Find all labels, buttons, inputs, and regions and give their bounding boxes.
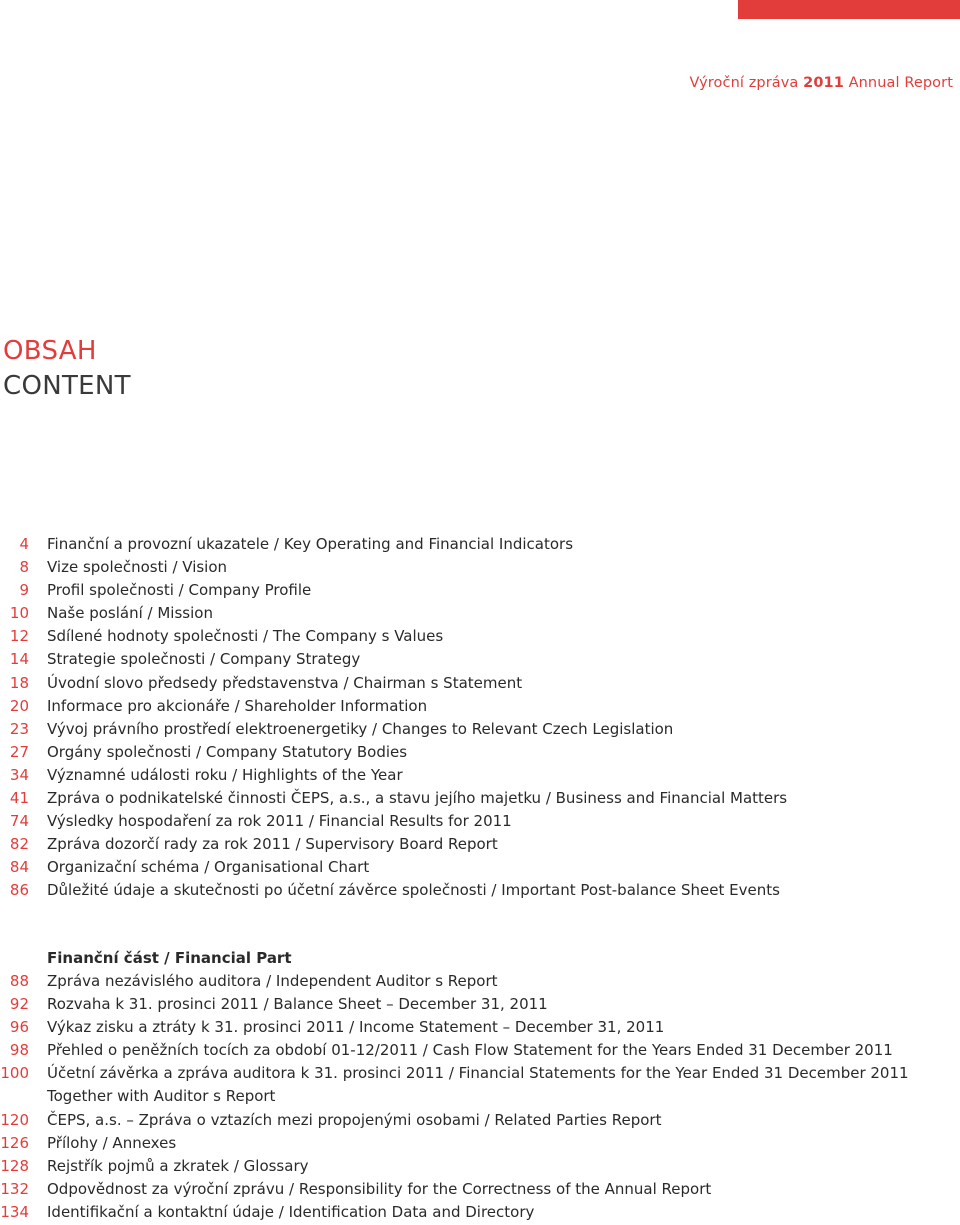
toc-page-number: 126 xyxy=(0,1133,29,1152)
toc-page-number: 18 xyxy=(9,673,29,692)
toc-entry-title: Profil společnosti / Company Profile xyxy=(47,581,312,600)
toc-entry-title: Vývoj právního prostředí elektroenergetiky / Changes to Relevant Czech Legislation xyxy=(47,719,674,738)
running-header-prefix: Výroční zpráva xyxy=(689,75,804,91)
toc-page-number: 92 xyxy=(9,995,29,1014)
toc-entry[interactable] xyxy=(0,764,960,787)
toc-entry[interactable] xyxy=(0,695,960,718)
toc-entry[interactable] xyxy=(0,833,960,856)
toc-entry-title: Výsledky hospodaření za rok 2011 / Financial Results for 2011 xyxy=(47,812,512,831)
toc-entry-title: Vize společnosti / Vision xyxy=(47,558,228,577)
toc-entry[interactable] xyxy=(0,1039,960,1062)
toc-financial-list xyxy=(0,970,960,1224)
toc-main-list xyxy=(0,533,960,903)
toc-entry[interactable] xyxy=(0,1062,960,1108)
toc-page-number: 20 xyxy=(9,696,29,715)
toc-entry[interactable] xyxy=(0,718,960,741)
toc-page-number: 9 xyxy=(19,581,29,600)
running-header-suffix: Annual Report xyxy=(843,75,953,91)
toc-entry-title: Výkaz zisku a ztráty k 31. prosinci 2011 / Income Statement – December 31, 2011 xyxy=(47,1018,665,1037)
toc-page-number: 8 xyxy=(19,558,29,577)
toc-page-number: 10 xyxy=(9,604,29,623)
toc-page-number: 128 xyxy=(0,1156,29,1175)
running-header xyxy=(689,75,953,91)
toc-entry[interactable] xyxy=(0,993,960,1016)
page-title-english: CONTENT xyxy=(3,371,131,401)
toc-entry[interactable] xyxy=(0,625,960,648)
toc-page-number: 86 xyxy=(9,881,29,900)
toc-entry-title: Rejstřík pojmů a zkratek / Glossary xyxy=(47,1156,309,1175)
toc-page-number: 88 xyxy=(9,972,29,990)
toc-page-number: 12 xyxy=(9,627,29,646)
financial-part-heading: Finanční část / Financial Part xyxy=(47,949,292,967)
toc-entry[interactable] xyxy=(0,579,960,602)
toc-page-number: 84 xyxy=(9,858,29,877)
toc-entry[interactable] xyxy=(0,1132,960,1155)
toc-page-number: 100 xyxy=(0,1064,29,1083)
toc-entry[interactable] xyxy=(0,1201,960,1224)
toc-entry[interactable] xyxy=(0,602,960,625)
toc-entry[interactable] xyxy=(0,741,960,764)
toc-entry-title: Přehled o peněžních tocích za období 01-12/2011 / Cash Flow Statement for the Years Ended 31 December 2011 xyxy=(47,1041,893,1060)
toc-entry-title: Důležité údaje a skutečnosti po účetní závěrce společnosti / Important Post-balance Sheet Events xyxy=(47,881,780,900)
toc-page-number: 27 xyxy=(9,742,29,761)
toc-page-number: 34 xyxy=(9,765,29,784)
header-red-tab xyxy=(738,0,960,19)
toc-page-number: 74 xyxy=(9,812,29,831)
toc-page-number: 41 xyxy=(9,789,29,808)
toc-page-number: 134 xyxy=(0,1202,29,1221)
toc-page-number: 82 xyxy=(9,835,29,854)
toc-entry-title: Rozvaha k 31. prosinci 2011 / Balance Sheet – December 31, 2011 xyxy=(47,995,548,1014)
toc-entry-title: ČEPS, a.s. – Zpráva o vztazích mezi propojenými osobami / Related Parties Report xyxy=(47,1110,662,1129)
toc-entry-title: Zpráva dozorčí rady za rok 2011 / Supervisory Board Report xyxy=(47,835,498,854)
toc-entry-title: Úvodní slovo předsedy představenstva / Chairman s Statement xyxy=(47,673,523,692)
toc-entry[interactable] xyxy=(0,970,960,993)
toc-page-number: 14 xyxy=(9,650,29,669)
toc-page-number: 96 xyxy=(9,1018,29,1037)
toc-page-number: 23 xyxy=(9,719,29,738)
toc-entry[interactable] xyxy=(0,1155,960,1178)
toc-entry[interactable] xyxy=(0,1178,960,1201)
toc-entry[interactable] xyxy=(0,1016,960,1039)
page-title-czech: OBSAH xyxy=(3,336,97,366)
toc-entry[interactable] xyxy=(0,648,960,671)
toc-entry[interactable] xyxy=(0,556,960,579)
toc-entry[interactable] xyxy=(0,879,960,902)
toc-page-number: 120 xyxy=(0,1110,29,1129)
toc-entry-title: Informace pro akcionáře / Shareholder Information xyxy=(47,696,428,715)
section-heading xyxy=(0,947,960,970)
toc-entry-title: Významné události roku / Highlights of the Year xyxy=(47,765,403,784)
toc-page-number: 132 xyxy=(0,1179,29,1198)
toc-entry-title: Finanční a provozní ukazatele / Key Operating and Financial Indicators xyxy=(47,535,574,553)
toc-entry-title: Odpovědnost za výroční zprávu / Responsibility for the Correctness of the Annual Report xyxy=(47,1179,712,1198)
toc-entry-title: Orgány společnosti / Company Statutory Bodies xyxy=(47,742,408,761)
toc-entry[interactable] xyxy=(0,672,960,695)
toc-entry[interactable] xyxy=(0,1109,960,1132)
toc-page-number: 98 xyxy=(9,1041,29,1060)
toc-entry[interactable] xyxy=(0,533,960,556)
toc-entry-title: Sdílené hodnoty společnosti / The Company s Values xyxy=(47,627,444,646)
toc-entry-title: Identifikační a kontaktní údaje / Identification Data and Directory xyxy=(47,1202,535,1221)
toc-entry-title: Zpráva nezávislého auditora / Independent Auditor s Report xyxy=(47,972,498,990)
toc-entry-title: Zpráva o podnikatelské činnosti ČEPS, a.s., a stavu jejího majetku / Business and Financial Matters xyxy=(47,789,788,808)
toc-entry-title: Účetní závěrka a zpráva auditora k 31. prosinci 2011 / Financial Statements for the Year Ended 31 December 2011 Together with Auditor s Report xyxy=(47,1064,909,1106)
toc-financial-section xyxy=(0,947,960,970)
toc-entry-title: Přílohy / Annexes xyxy=(47,1133,177,1152)
toc-entry[interactable] xyxy=(0,810,960,833)
running-header-year: 2011 xyxy=(803,75,844,91)
toc-entry[interactable] xyxy=(0,787,960,810)
toc-page-number: 4 xyxy=(19,535,29,553)
toc-entry[interactable] xyxy=(0,856,960,879)
toc-entry-title: Organizační schéma / Organisational Chart xyxy=(47,858,370,877)
toc-entry-title: Strategie společnosti / Company Strategy xyxy=(47,650,361,669)
toc-entry-title: Naše poslání / Mission xyxy=(47,604,213,623)
